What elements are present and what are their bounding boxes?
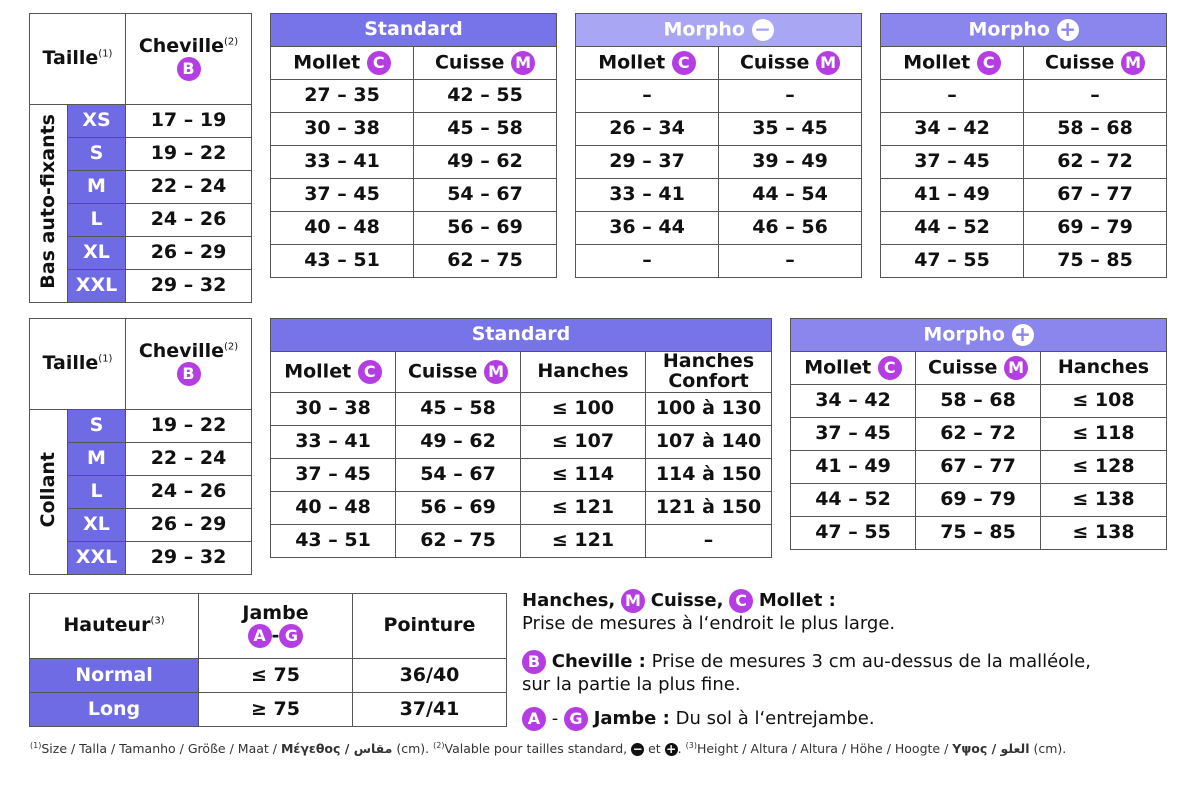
mollet-cell: 37 – 45	[271, 458, 396, 491]
pointure-cell: 36/40	[353, 659, 507, 693]
cuisse-cell: 56 – 69	[396, 491, 521, 524]
mollet-cell: 44 – 52	[881, 212, 1024, 245]
badge-c-icon: C	[878, 356, 902, 380]
mollet-cell: –	[576, 245, 719, 278]
cuisse-cell: 42 – 55	[414, 80, 557, 113]
cuisse-cell: –	[1024, 80, 1167, 113]
cuisse-cell: 62 – 72	[1024, 146, 1167, 179]
mollet-cell: 33 – 41	[271, 146, 414, 179]
badge-c-icon: C	[729, 589, 753, 613]
badge-g-icon: G	[279, 624, 303, 648]
hanches-cell: ≤ 138	[1041, 484, 1167, 517]
hanches-cell: ≤ 121	[521, 491, 646, 524]
mollet-cell: 41 – 49	[791, 451, 916, 484]
badge-m-icon: M	[621, 589, 645, 613]
mollet-cell: 33 – 41	[576, 179, 719, 212]
badge-c-icon: C	[367, 51, 391, 75]
jambe-cell: ≤ 75	[199, 659, 353, 693]
mollet-cell: 30 – 38	[271, 392, 396, 425]
cuisse-cell: 62 – 72	[916, 418, 1041, 451]
cuisse-cell: 49 – 62	[414, 146, 557, 179]
bas-morpho-plus-table	[880, 13, 1167, 278]
plus-circle-icon: +	[666, 742, 677, 757]
cheville-header: Cheville$^{(2)}$ B	[126, 14, 252, 105]
hanches-confort-cell: 100 à 130	[646, 392, 772, 425]
cuisse-header: Cuisse M	[396, 352, 521, 393]
hanches-confort-cell: 107 à 140	[646, 425, 772, 458]
mollet-cell: –	[576, 80, 719, 113]
size-cell: M	[68, 443, 126, 476]
mollet-header: Mollet C	[271, 352, 396, 393]
cheville-cell: 19 – 22	[126, 410, 252, 443]
cheville-cell: 26 – 29	[126, 237, 252, 270]
cuisse-cell: –	[719, 80, 862, 113]
standard-header: Standard	[271, 319, 772, 352]
size-cell: XXL	[68, 542, 126, 575]
cheville-cell: 26 – 29	[126, 509, 252, 542]
cuisse-cell: –	[719, 245, 862, 278]
badge-c-icon: C	[358, 360, 382, 384]
hanches-cell: ≤ 118	[1041, 418, 1167, 451]
hanches-confort-cell: 114 à 150	[646, 458, 772, 491]
cheville-cell: 19 – 22	[126, 138, 252, 171]
size-cell: XL	[68, 237, 126, 270]
hanches-cell: ≤ 114	[521, 458, 646, 491]
mollet-header: Mollet C	[576, 47, 719, 80]
morpho-plus-header: Morpho +	[881, 14, 1167, 47]
mollet-cell: 40 – 48	[271, 212, 414, 245]
hanches-cell: ≤ 128	[1041, 451, 1167, 484]
collant-category: Collant	[30, 410, 68, 575]
plus-circle-icon: +	[1012, 324, 1034, 346]
mollet-cell: 30 – 38	[271, 113, 414, 146]
hauteur-header: Hauteur$^{(3)}$	[30, 594, 199, 659]
plus-circle-icon: +	[1057, 19, 1079, 41]
cheville-cell: 29 – 32	[126, 270, 252, 303]
hauteur-row-label: Long	[30, 693, 199, 727]
cheville-cell: 22 – 24	[126, 171, 252, 204]
info-hanches-cuisse-mollet: Hanches, M Cuisse, C Mollet : Prise de mesures à l‘endroit le plus large.	[522, 590, 896, 634]
size-cell: L	[68, 476, 126, 509]
mollet-cell: 29 – 37	[576, 146, 719, 179]
cuisse-cell: 49 – 62	[396, 425, 521, 458]
hanches-cell: ≤ 108	[1041, 385, 1167, 418]
badge-b-icon: B	[177, 362, 201, 386]
cuisse-cell: 69 – 79	[1024, 212, 1167, 245]
morpho-minus-header: Morpho −	[576, 14, 862, 47]
mollet-cell: 47 – 55	[881, 245, 1024, 278]
jambe-header: Jambe A - G	[199, 594, 353, 659]
badge-m-icon: M	[1121, 51, 1145, 75]
collant-standard-table	[270, 318, 772, 558]
mollet-cell: 36 – 44	[576, 212, 719, 245]
cuisse-cell: 75 – 85	[916, 517, 1041, 550]
cuisse-cell: 46 – 56	[719, 212, 862, 245]
cuisse-header: Cuisse M	[719, 47, 862, 80]
hauteur-row-label: Normal	[30, 659, 199, 693]
bas-morpho-minus-table	[575, 13, 862, 278]
info-jambe: A - G Jambe : Du sol à l‘entrejambe.	[522, 707, 875, 731]
mollet-cell: 47 – 55	[791, 517, 916, 550]
badge-a-icon: A	[522, 707, 546, 731]
cheville-cell: 22 – 24	[126, 443, 252, 476]
mollet-cell: 34 – 42	[791, 385, 916, 418]
cheville-cell: 24 – 26	[126, 204, 252, 237]
mollet-cell: 43 – 51	[271, 524, 396, 557]
taille-header: Taille$^{(1)}$	[30, 319, 126, 410]
minus-circle-icon: −	[752, 19, 774, 41]
hanches-confort-cell: –	[646, 524, 772, 557]
cuisse-header: Cuisse M	[414, 47, 557, 80]
size-cell: XS	[68, 105, 126, 138]
mollet-cell: 37 – 45	[271, 179, 414, 212]
badge-m-icon: M	[816, 51, 840, 75]
cuisse-cell: 69 – 79	[916, 484, 1041, 517]
taille-header: Taille$^{(1)}$	[30, 14, 126, 105]
cheville-header: Cheville$^{(2)}$ B	[126, 319, 252, 410]
mollet-cell: 44 – 52	[791, 484, 916, 517]
pointure-header: Pointure	[353, 594, 507, 659]
cuisse-cell: 62 – 75	[396, 524, 521, 557]
jambe-cell: ≥ 75	[199, 693, 353, 727]
cuisse-cell: 44 – 54	[719, 179, 862, 212]
cuisse-cell: 56 – 69	[414, 212, 557, 245]
cuisse-cell: 45 – 58	[396, 392, 521, 425]
footnote: $^{(1)}$Size / Talla / Tamanho / Größe / Maat / Μέγεθος / مقاس (cm). $^{(2)}$Valable pour tailles standard, − et +. $^{(3)}$Height / Altura / Altura / Höhe / Hoogte / Υψος / العلو (cm).	[30, 741, 1067, 757]
standard-header: Standard	[271, 14, 557, 47]
hauteur-table	[29, 593, 507, 727]
cuisse-cell: 35 – 45	[719, 113, 862, 146]
size-cell: M	[68, 171, 126, 204]
size-cell: XL	[68, 509, 126, 542]
hanches-confort-header: Hanches Confort	[646, 352, 772, 393]
bas-category: Bas auto-fixants	[30, 105, 68, 303]
cuisse-cell: 45 – 58	[414, 113, 557, 146]
badge-g-icon: G	[564, 707, 588, 731]
mollet-cell: 27 – 35	[271, 80, 414, 113]
mollet-cell: 43 – 51	[271, 245, 414, 278]
cheville-cell: 29 – 32	[126, 542, 252, 575]
cuisse-cell: 54 – 67	[414, 179, 557, 212]
collant-morpho-plus-table	[790, 318, 1167, 550]
cuisse-cell: 67 – 77	[1024, 179, 1167, 212]
mollet-cell: 37 – 45	[791, 418, 916, 451]
cuisse-cell: 54 – 67	[396, 458, 521, 491]
cheville-cell: 17 – 19	[126, 105, 252, 138]
hanches-header: Hanches	[521, 352, 646, 393]
morpho-plus-header: Morpho +	[791, 319, 1167, 352]
hanches-header: Hanches	[1041, 352, 1167, 385]
bas-standard-table	[270, 13, 557, 278]
mollet-cell: 40 – 48	[271, 491, 396, 524]
badge-a-icon: A	[248, 624, 272, 648]
badge-c-icon: C	[977, 51, 1001, 75]
size-cell: L	[68, 204, 126, 237]
badge-b-icon: B	[177, 57, 201, 81]
cuisse-cell: 39 – 49	[719, 146, 862, 179]
size-cell: S	[68, 138, 126, 171]
mollet-header: Mollet C	[791, 352, 916, 385]
hanches-confort-cell: 121 à 150	[646, 491, 772, 524]
badge-b-icon: B	[522, 650, 546, 674]
bas-size-table	[29, 13, 252, 303]
collant-size-table	[29, 318, 252, 575]
mollet-cell: 33 – 41	[271, 425, 396, 458]
mollet-cell: 41 – 49	[881, 179, 1024, 212]
cuisse-cell: 67 – 77	[916, 451, 1041, 484]
hanches-cell: ≤ 107	[521, 425, 646, 458]
cheville-cell: 24 – 26	[126, 476, 252, 509]
hanches-cell: ≤ 121	[521, 524, 646, 557]
hanches-cell: ≤ 138	[1041, 517, 1167, 550]
info-cheville: B Cheville : Prise de mesures 3 cm au-dessus de la malléole, sur la partie la plus fine.	[522, 651, 1091, 695]
mollet-header: Mollet C	[881, 47, 1024, 80]
cuisse-cell: 75 – 85	[1024, 245, 1167, 278]
badge-m-icon: M	[1004, 356, 1028, 380]
badge-c-icon: C	[672, 51, 696, 75]
badge-m-icon: M	[511, 51, 535, 75]
mollet-cell: 34 – 42	[881, 113, 1024, 146]
cuisse-header: Cuisse M	[1024, 47, 1167, 80]
pointure-cell: 37/41	[353, 693, 507, 727]
mollet-header: Mollet C	[271, 47, 414, 80]
minus-circle-icon: −	[632, 742, 643, 757]
cuisse-cell: 58 – 68	[916, 385, 1041, 418]
badge-m-icon: M	[484, 360, 508, 384]
mollet-cell: –	[881, 80, 1024, 113]
cuisse-cell: 62 – 75	[414, 245, 557, 278]
size-cell: XXL	[68, 270, 126, 303]
mollet-cell: 26 – 34	[576, 113, 719, 146]
cuisse-cell: 58 – 68	[1024, 113, 1167, 146]
hanches-cell: ≤ 100	[521, 392, 646, 425]
mollet-cell: 37 – 45	[881, 146, 1024, 179]
cuisse-header: Cuisse M	[916, 352, 1041, 385]
size-cell: S	[68, 410, 126, 443]
